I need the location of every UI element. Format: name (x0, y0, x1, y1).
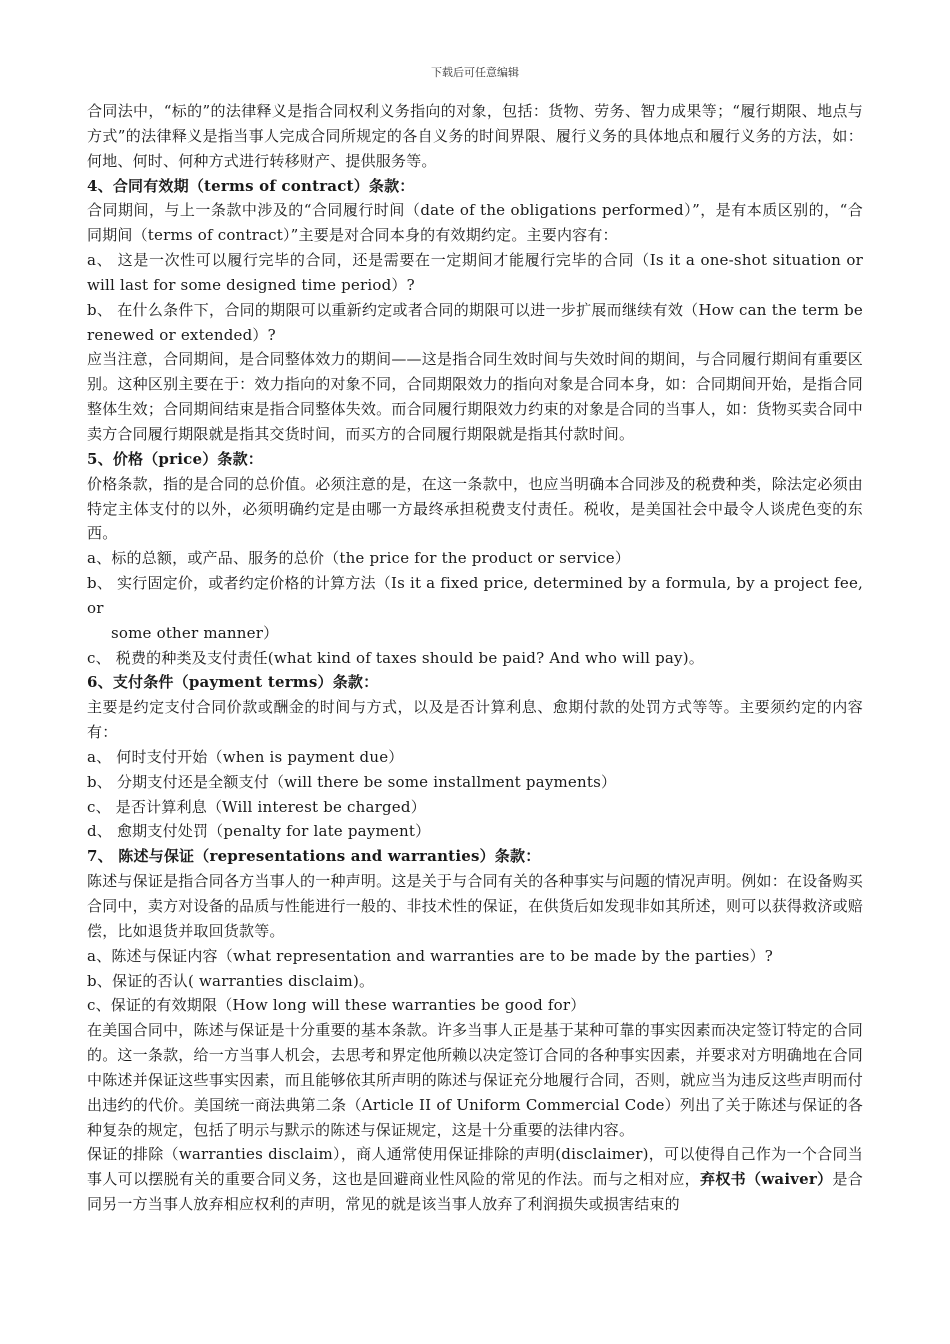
list-item: b、保证的否认( warranties disclaim)。 (87, 971, 375, 990)
list-item: b、 在什么条件下，合同的期限可以重新约定或者合同的期限可以进一步扩展而继续有效（How can the term be renewed or extended）? (87, 300, 863, 344)
document-body (87, 99, 863, 1217)
list-item-continuation: some other manner） (111, 623, 279, 642)
list-item: c、 是否计算利息（Will interest be charged） (87, 797, 426, 816)
list-item: c、保证的有效期限（How long will these warranties be good for） (87, 996, 586, 1015)
list-item: b、 实行固定价，或者约定价格的计算方法（Is it a fixed price, determined by a formula, by a project fee, or (87, 574, 863, 617)
text-run: 保证的排除（warranties disclaim），商人通常使用保证排除的声明(disclaimer)，可以使得自己作为一个合同当事人可以摆脱有关的重要合同义务，这也是回避商业性风险的常见的作法。而与之相对应， (87, 1145, 863, 1189)
paragraph: 陈述与保证是指合同各方当事人的一种声明。这是关于与合同有关的各种事实与问题的情况声明。例如：在设备购买合同中，卖方对设备的品质与性能进行一般的、非技术性的保证，在供货后如发现非如其所述，则可以获得救济或赔偿，比如退货并取回货款等。 (87, 872, 863, 940)
list-item: b、 分期支付还是全额支付（will there be some installment payments） (87, 772, 617, 791)
list-item: a、 何时支付开始（when is payment due） (87, 747, 404, 766)
section-heading-4: 4、合同有效期（terms of contract）条款： (87, 176, 415, 195)
page-header: 下载后可任意编辑 (431, 66, 519, 79)
list-item: d、 愈期支付处罚（penalty for late payment） (87, 822, 431, 841)
text-run: 是合同另一方当事人放弃相应权利的声明，常见的就是该当事人放弃了利润损失或损害结束的 (87, 1170, 863, 1214)
paragraph: 合同期间，与上一条款中涉及的“合同履行时间（date of the obligations performed）”，是有本质区别的，“合同期间（terms of contract）”主要是对合同本身的有效期约定。主要内容有： (87, 201, 863, 245)
section-heading-5: 5、价格（price）条款： (87, 449, 264, 468)
paragraph: 应当注意，合同期间，是合同整体效力的期间——这是指合同生效时间与失效时间的期间，与合同履行期间有重要区别。这种区别主要在于：效力指向的对象不同，合同期限效力的指向对象是合同本身，如：合同期间开始，是指合同整体生效；合同期间结束是指合同整体失效。而合同履行期限效力约束的对象是合同的当事人，如：货物买卖合同中卖方合同履行期限就是指其交货时间，而买方的合同履行期限就是指其付款时间。 (87, 350, 863, 443)
list-item: a、陈述与保证内容（what representation and warranties are to be made by the parties）? (87, 946, 774, 965)
paragraph: 主要是约定支付合同价款或酬金的时间与方式，以及是否计算利息、愈期付款的处罚方式等等。主要须约定的内容有： (87, 698, 863, 742)
list-item: a、标的总额，或产品、服务的总价（the price for the product or service） (87, 549, 631, 568)
paragraph: 价格条款，指的是合同的总价值。必须注意的是，在这一条款中，也应当明确本合同涉及的税费种类，除法定必须由特定主体支付的以外，必须明确约定是由哪一方最终承担税费支付责任。税收，是美国社会中最令人谈虎色变的东西。 (87, 474, 863, 543)
section-heading-6: 6、支付条件（payment terms）条款： (87, 673, 379, 692)
paragraph: 在美国合同中，陈述与保证是十分重要的基本条款。许多当事人正是基于某种可靠的事实因素而决定签订特定的合同的。这一条款，给一方当事人机会，去思考和界定他所赖以决定签订合同的各种事实因素，并要求对方明确地在合同中陈述并保证这些事实因素，而且能够依其所声明的陈述与保证充分地履行合同，否则，就应当为违反这些声明而付出违约的代价。美国统一商法典第二条（Article II of Uniform Commercial Code）列出了关于陈述与保证的各种复杂的规定，包括了明示与默示的陈述与保证规定，这是十分重要的法律内容。 (87, 1021, 863, 1139)
section-heading-7: 7、 陈述与保证（representations and warranties）条款： (87, 847, 541, 866)
bold-term-waiver: 弃权书（waiver） (700, 1170, 833, 1189)
paragraph (87, 1142, 863, 1217)
list-item: c、 税费的种类及支付责任(what kind of taxes should be paid? And who will pay)。 (87, 648, 704, 667)
list-item: a、 这是一次性可以履行完毕的合同，还是需要在一定期间才能履行完毕的合同（Is it a one-shot situation or will last for some designed time period）? (87, 251, 863, 294)
paragraph: 合同法中，“标的”的法律释义是指合同权利义务指向的对象，包括：货物、劳务、智力成果等；“履行期限、地点与方式”的法律释义是指当事人完成合同所规定的各自义务的时间界限、履行义务的具体地点和履行义务的方法，如：何地、何时、何种方式进行转移财产、提供服务等。 (87, 102, 863, 170)
